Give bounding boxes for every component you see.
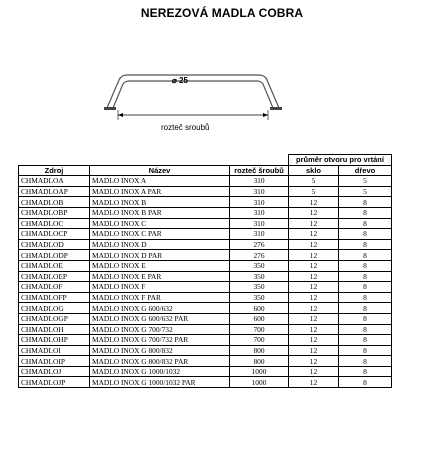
table-row bbox=[19, 197, 392, 208]
table-row bbox=[19, 303, 392, 314]
handle-outline-outer bbox=[107, 75, 279, 108]
cell-sklo: 12 bbox=[289, 282, 339, 293]
cell-nazev: MADLO INOX A PAR bbox=[90, 186, 230, 197]
table-row bbox=[19, 239, 392, 250]
cell-zdroj: CHMADLOE bbox=[19, 260, 90, 271]
cell-zdroj: CHMADLOCP bbox=[19, 229, 90, 240]
cell-zdroj: CHMADLODP bbox=[19, 250, 90, 261]
cell-roztec: 600 bbox=[230, 303, 289, 314]
cell-zdroj: CHMADLOFP bbox=[19, 292, 90, 303]
cell-roztec: 350 bbox=[230, 282, 289, 293]
cell-sklo: 12 bbox=[289, 377, 339, 388]
cell-sklo: 12 bbox=[289, 324, 339, 335]
cell-zdroj: CHMADLOD bbox=[19, 239, 90, 250]
col-header-roztec: rozteč šroubů bbox=[230, 165, 289, 176]
dimension-arrow-right bbox=[263, 113, 268, 117]
cell-sklo: 12 bbox=[289, 197, 339, 208]
cell-roztec: 350 bbox=[230, 271, 289, 282]
col-header-zdroj: Zdroj bbox=[19, 165, 90, 176]
diameter-label: ⌀ 25 bbox=[172, 76, 188, 85]
cell-nazev: MADLO INOX A bbox=[90, 176, 230, 187]
cell-sklo: 12 bbox=[289, 218, 339, 229]
cell-roztec: 1000 bbox=[230, 377, 289, 388]
table-row bbox=[19, 377, 392, 388]
cell-zdroj: CHMADLOJ bbox=[19, 366, 90, 377]
cell-sklo: 12 bbox=[289, 366, 339, 377]
column-header-row bbox=[19, 165, 392, 176]
cell-roztec: 350 bbox=[230, 260, 289, 271]
col-header-sklo: sklo bbox=[289, 165, 339, 176]
cell-drevo: 8 bbox=[339, 377, 392, 388]
cell-zdroj: CHMADLOGP bbox=[19, 313, 90, 324]
cell-sklo: 5 bbox=[289, 176, 339, 187]
cell-roztec: 310 bbox=[230, 186, 289, 197]
cell-roztec: 800 bbox=[230, 345, 289, 356]
cell-sklo: 12 bbox=[289, 345, 339, 356]
cell-sklo: 12 bbox=[289, 207, 339, 218]
table-row bbox=[19, 356, 392, 367]
cell-roztec: 1000 bbox=[230, 366, 289, 377]
cell-roztec: 310 bbox=[230, 197, 289, 208]
cell-drevo: 8 bbox=[339, 366, 392, 377]
cell-drevo: 8 bbox=[339, 313, 392, 324]
cell-zdroj: CHMADLOBP bbox=[19, 207, 90, 218]
cell-sklo: 12 bbox=[289, 271, 339, 282]
cell-roztec: 310 bbox=[230, 207, 289, 218]
cell-sklo: 12 bbox=[289, 229, 339, 240]
cell-sklo: 12 bbox=[289, 356, 339, 367]
table-row bbox=[19, 186, 392, 197]
cell-sklo: 12 bbox=[289, 292, 339, 303]
handle-foot-right bbox=[270, 107, 282, 110]
cell-drevo: 8 bbox=[339, 292, 392, 303]
cell-drevo: 8 bbox=[339, 218, 392, 229]
cell-nazev: MADLO INOX G 800/832 PAR bbox=[90, 356, 230, 367]
cell-nazev: MADLO INOX E PAR bbox=[90, 271, 230, 282]
col-header-drevo: dřevo bbox=[339, 165, 392, 176]
cell-drevo: 8 bbox=[339, 303, 392, 314]
cell-nazev: MADLO INOX C bbox=[90, 218, 230, 229]
cell-nazev: MADLO INOX G 600/632 bbox=[90, 303, 230, 314]
table-row bbox=[19, 282, 392, 293]
col-header-nazev: Název bbox=[90, 165, 230, 176]
cell-drevo: 8 bbox=[339, 335, 392, 346]
cell-zdroj: CHMADLOF bbox=[19, 282, 90, 293]
cell-drevo: 8 bbox=[339, 197, 392, 208]
table-row bbox=[19, 335, 392, 346]
cell-drevo: 5 bbox=[339, 176, 392, 187]
cell-roztec: 700 bbox=[230, 324, 289, 335]
cell-nazev: MADLO INOX G 700/732 PAR bbox=[90, 335, 230, 346]
cell-roztec: 800 bbox=[230, 356, 289, 367]
cell-zdroj: CHMADLOB bbox=[19, 197, 90, 208]
drill-diameter-header: průměr otvoru pro vrtání bbox=[289, 155, 392, 166]
cell-sklo: 12 bbox=[289, 250, 339, 261]
cell-nazev: MADLO INOX B bbox=[90, 197, 230, 208]
cell-zdroj: CHMADLOIP bbox=[19, 356, 90, 367]
cell-zdroj: CHMADLOHP bbox=[19, 335, 90, 346]
cell-sklo: 12 bbox=[289, 335, 339, 346]
cell-roztec: 700 bbox=[230, 335, 289, 346]
table-row bbox=[19, 292, 392, 303]
cell-nazev: MADLO INOX F PAR bbox=[90, 292, 230, 303]
cell-roztec: 350 bbox=[230, 292, 289, 303]
cell-roztec: 310 bbox=[230, 176, 289, 187]
table-row bbox=[19, 176, 392, 187]
cell-nazev: MADLO INOX E bbox=[90, 260, 230, 271]
cell-nazev: MADLO INOX G 700/732 bbox=[90, 324, 230, 335]
cell-roztec: 600 bbox=[230, 313, 289, 324]
cell-sklo: 12 bbox=[289, 260, 339, 271]
group-header-row bbox=[19, 155, 392, 166]
cell-drevo: 8 bbox=[339, 207, 392, 218]
cell-drevo: 8 bbox=[339, 345, 392, 356]
cell-roztec: 310 bbox=[230, 218, 289, 229]
spec-table bbox=[18, 154, 392, 388]
cell-zdroj: CHMADLOC bbox=[19, 218, 90, 229]
handle-outline-inner bbox=[113, 81, 273, 108]
cell-sklo: 5 bbox=[289, 186, 339, 197]
table-row bbox=[19, 218, 392, 229]
table-row bbox=[19, 250, 392, 261]
cell-nazev: MADLO INOX B PAR bbox=[90, 207, 230, 218]
table-row bbox=[19, 313, 392, 324]
cell-zdroj: CHMADLOG bbox=[19, 303, 90, 314]
cell-zdroj: CHMADLOH bbox=[19, 324, 90, 335]
cell-drevo: 8 bbox=[339, 260, 392, 271]
table-row bbox=[19, 324, 392, 335]
cell-nazev: MADLO INOX G 800/832 bbox=[90, 345, 230, 356]
handle-foot-left bbox=[104, 107, 116, 110]
cell-drevo: 8 bbox=[339, 356, 392, 367]
cell-nazev: MADLO INOX G 1000/1032 PAR bbox=[90, 377, 230, 388]
cell-zdroj: CHMADLOAP bbox=[19, 186, 90, 197]
table-row bbox=[19, 207, 392, 218]
cell-drevo: 8 bbox=[339, 229, 392, 240]
cell-nazev: MADLO INOX D bbox=[90, 239, 230, 250]
cell-roztec: 310 bbox=[230, 229, 289, 240]
dimension-arrow-left bbox=[118, 113, 123, 117]
cell-zdroj: CHMADLOJP bbox=[19, 377, 90, 388]
cell-sklo: 12 bbox=[289, 303, 339, 314]
cell-nazev: MADLO INOX C PAR bbox=[90, 229, 230, 240]
cell-zdroj: CHMADLOA bbox=[19, 176, 90, 187]
cell-roztec: 276 bbox=[230, 250, 289, 261]
cell-sklo: 12 bbox=[289, 239, 339, 250]
blank-cell bbox=[19, 155, 289, 166]
table-row bbox=[19, 366, 392, 377]
spacing-label: rozteč sroubů bbox=[161, 123, 210, 132]
cell-zdroj: CHMADLOEP bbox=[19, 271, 90, 282]
table-row bbox=[19, 229, 392, 240]
table-row bbox=[19, 271, 392, 282]
cell-sklo: 12 bbox=[289, 313, 339, 324]
cell-drevo: 5 bbox=[339, 186, 392, 197]
cell-nazev: MADLO INOX F bbox=[90, 282, 230, 293]
cell-nazev: MADLO INOX D PAR bbox=[90, 250, 230, 261]
table-row bbox=[19, 260, 392, 271]
cell-drevo: 8 bbox=[339, 271, 392, 282]
cell-roztec: 276 bbox=[230, 239, 289, 250]
cell-nazev: MADLO INOX G 600/632 PAR bbox=[90, 313, 230, 324]
cell-drevo: 8 bbox=[339, 239, 392, 250]
cell-zdroj: CHMADLOI bbox=[19, 345, 90, 356]
page-title: NEREZOVÁ MADLA COBRA bbox=[140, 6, 304, 20]
cell-drevo: 8 bbox=[339, 324, 392, 335]
table-row bbox=[19, 345, 392, 356]
cell-nazev: MADLO INOX G 1000/1032 bbox=[90, 366, 230, 377]
cell-drevo: 8 bbox=[339, 250, 392, 261]
cell-drevo: 8 bbox=[339, 282, 392, 293]
